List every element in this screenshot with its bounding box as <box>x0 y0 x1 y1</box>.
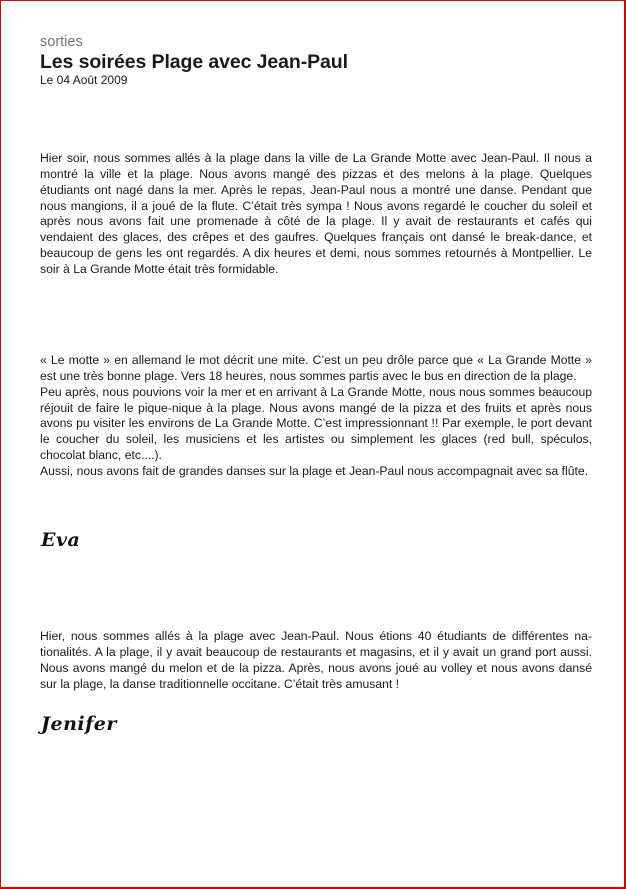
article-header <box>40 33 600 88</box>
signature-jenifer: Jenifer <box>41 713 117 735</box>
paragraph-2-part-a: « Le motte » en allemand le mot décrit une mite. C’est un peu drôle parce que « La Grande Motte » est une très bonne plage. Vers 18 heures, nous sommes partis avec le bus en direction de la plage. <box>40 353 592 383</box>
paragraph-1-text: Hier soir, nous sommes allés à la plage dans la ville de La Grande Motte avec Jean-Paul. Il nous a montré la ville et la plage. Nous avons mangé des pizzas et des melons à la plage. Quelques étudiants ont nagé dans la mer. Après le repas, Jean-Paul nous a montré une danse. Pendant que nous mangions, il a joué de la flute. C’était très sympa ! Nous avons regardé le coucher du soleil et après nous avons fait une promenade à côté de la plage. Il y avait de restaurants et cafés qui vendaient des glaces, des crêpes et des gaufres. Quelques français ont dansé le break-dance, et beaucoup de gens les ont regardés. A dix heures et demi, nous sommes retournés à Montpellier. Le soir à La Grande Motte était très formidable. <box>40 151 592 276</box>
signature-eva: Eva <box>41 529 81 551</box>
paragraph-2-part-b: Peu après, nous pouvions voir la mer et en arrivant à La Grande Motte, nous nous sommes beaucoup réjouit de faire le pique-nique à la plage. Nous avons mangé de la pizza et des fruits et après nous avons pu visiter les environs de La Grande Motte. C’est impressionnant !! Par exemple, le port devant le coucher du soleil, les musiciens et les artistes ou simplement les glaces (red bull, spéculos, chocolat blanc, etc....). <box>40 384 592 463</box>
paragraph-3-text: Hier, nous sommes allés à la plage avec Jean-Paul. Nous étions 40 étudiants de différentes nationalités. A la plage, il y avait beaucoup de restaurants et magasins, et il y avait un grand port aussi. Nous avons mangé du melon et de la pizza. Après, nous avons joué au volley et nous avons dansé sur la plage, la danse traditionnelle occitane. C’était très amusant ! <box>40 629 592 691</box>
paragraph-2 <box>40 353 592 480</box>
paragraph-3 <box>40 629 592 692</box>
section-label: sorties <box>40 34 83 50</box>
paragraph-2-part-c: Aussi, nous avons fait de grandes danses sur la plage et Jean-Paul nous accompagnait avec sa flûte. <box>40 463 589 478</box>
article-title: Les soirées Plage avec Jean-Paul <box>40 51 348 73</box>
paragraph-1 <box>40 151 592 278</box>
article-date: Le 04 Août 2009 <box>40 73 128 87</box>
